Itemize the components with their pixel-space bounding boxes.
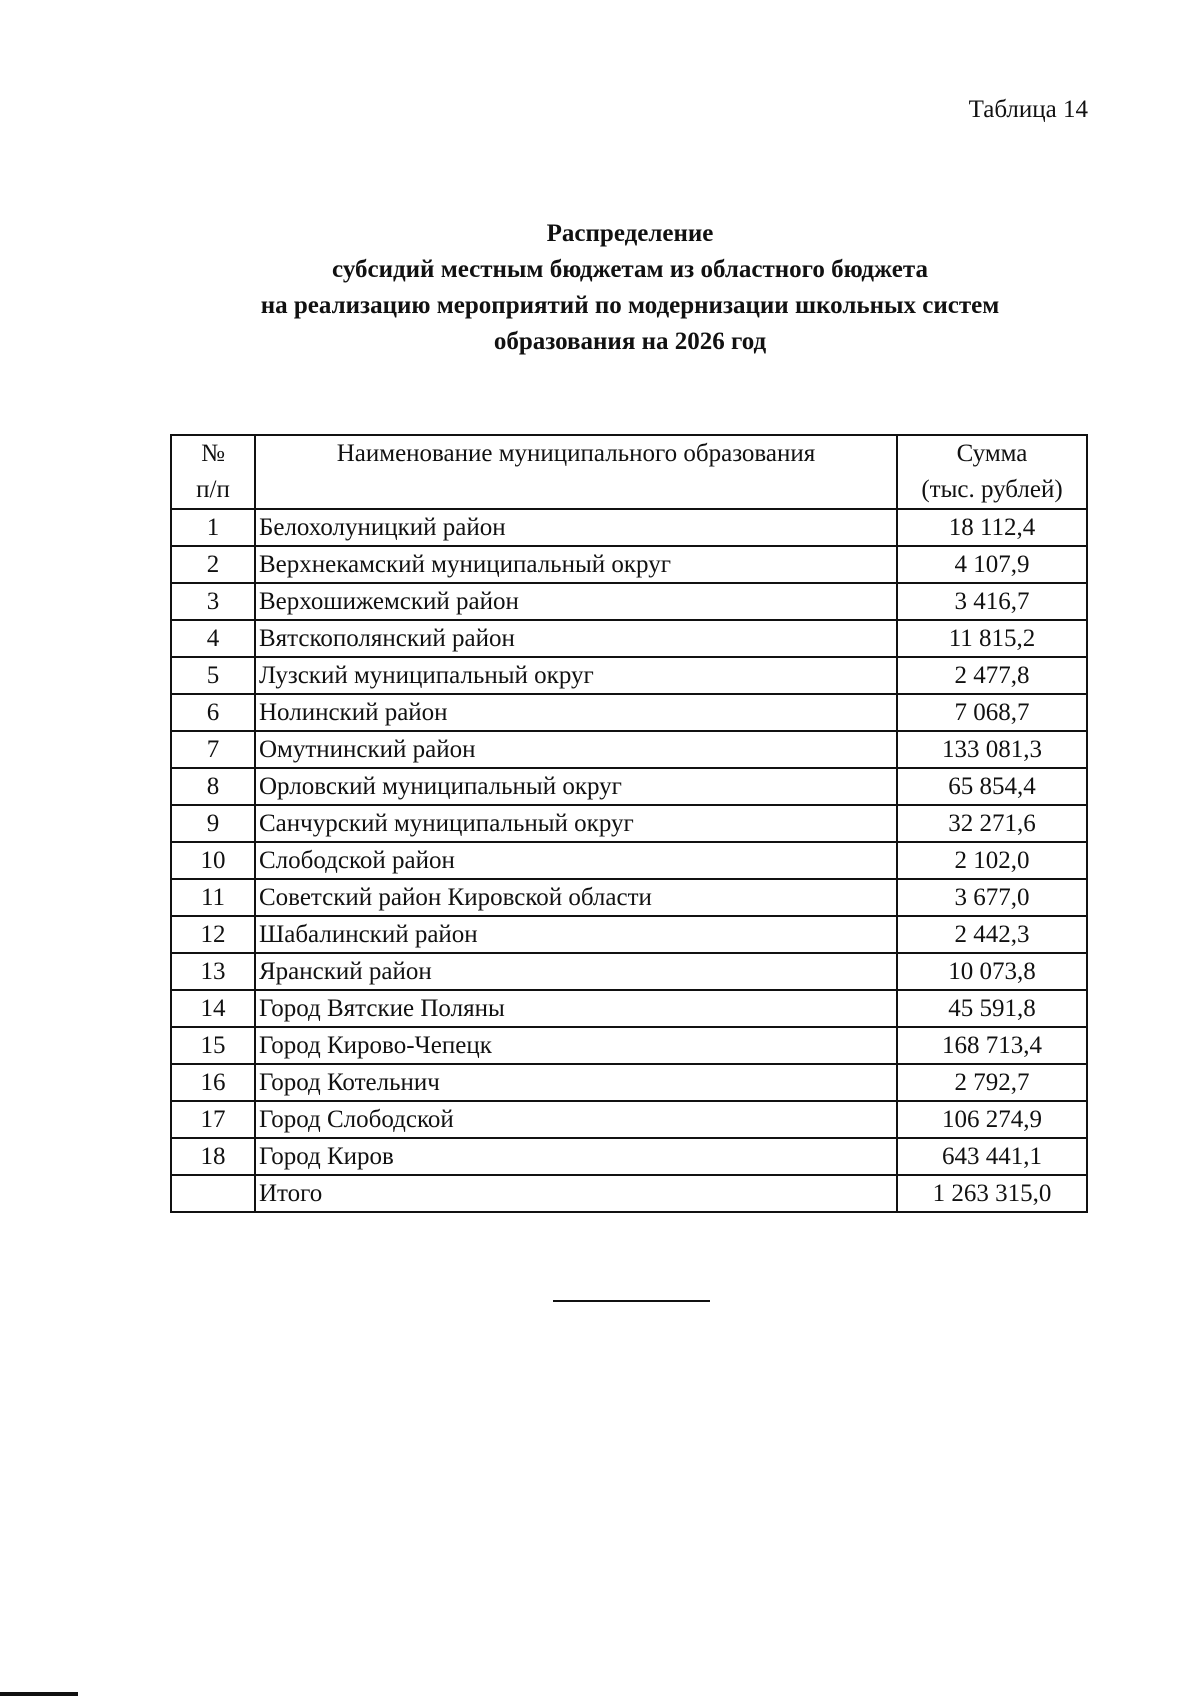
row-sum: 4 107,9: [897, 546, 1087, 583]
table-row: [171, 1027, 1087, 1064]
total-number: [171, 1175, 255, 1212]
row-sum: 3 416,7: [897, 583, 1087, 620]
row-sum: 2 442,3: [897, 916, 1087, 953]
total-sum: 1 263 315,0: [897, 1175, 1087, 1212]
row-municipality-name: Город Киров: [255, 1138, 897, 1175]
row-number: 14: [171, 990, 255, 1027]
row-sum: 7 068,7: [897, 694, 1087, 731]
header-number-line-2: п/п: [196, 476, 230, 503]
subsidy-distribution-table: [170, 434, 1088, 1213]
row-number: 4: [171, 620, 255, 657]
row-sum: 65 854,4: [897, 768, 1087, 805]
row-municipality-name: Слободской район: [255, 842, 897, 879]
row-sum: 3 677,0: [897, 879, 1087, 916]
table-row: [171, 546, 1087, 583]
row-sum: 32 271,6: [897, 805, 1087, 842]
row-number: 1: [171, 509, 255, 546]
row-municipality-name: Санчурский муниципальный округ: [255, 805, 897, 842]
table-row: [171, 509, 1087, 546]
row-number: 16: [171, 1064, 255, 1101]
table-row: [171, 1101, 1087, 1138]
table-row: [171, 916, 1087, 953]
header-number-line-1: №: [201, 440, 225, 467]
row-sum: 10 073,8: [897, 953, 1087, 990]
table-row: [171, 620, 1087, 657]
title-line-1: Распределение: [546, 220, 714, 247]
row-number: 6: [171, 694, 255, 731]
row-municipality-name: Советский район Кировской области: [255, 879, 897, 916]
row-municipality-name: Яранский район: [255, 953, 897, 990]
header-sum-line-2: (тыс. рублей): [921, 476, 1063, 503]
table-row: [171, 1064, 1087, 1101]
row-municipality-name: Орловский муниципальный округ: [255, 768, 897, 805]
row-number: 11: [171, 879, 255, 916]
row-number: 10: [171, 842, 255, 879]
row-number: 2: [171, 546, 255, 583]
table-row: [171, 990, 1087, 1027]
table-row: [171, 842, 1087, 879]
row-municipality-name: Белохолуницкий район: [255, 509, 897, 546]
total-row: [171, 1175, 1087, 1212]
row-municipality-name: Верхошижемский район: [255, 583, 897, 620]
scan-corner-mark: [0, 1692, 78, 1696]
table-row: [171, 583, 1087, 620]
row-sum: 133 081,3: [897, 731, 1087, 768]
row-municipality-name: Омутнинский район: [255, 731, 897, 768]
table-row: [171, 805, 1087, 842]
row-sum: 168 713,4: [897, 1027, 1087, 1064]
table-row: [171, 731, 1087, 768]
row-number: 18: [171, 1138, 255, 1175]
row-municipality-name: Город Кирово-Чепецк: [255, 1027, 897, 1064]
row-sum: 18 112,4: [897, 509, 1087, 546]
row-sum: 45 591,8: [897, 990, 1087, 1027]
header-number: [171, 435, 255, 509]
row-number: 3: [171, 583, 255, 620]
row-municipality-name: Шабалинский район: [255, 916, 897, 953]
end-separator-line: [553, 1300, 710, 1302]
title-line-3: на реализацию мероприятий по модернизации школьных систем: [260, 292, 1000, 319]
title-line-2: субсидий местным бюджетам из областного бюджета: [332, 256, 928, 283]
row-sum: 2 477,8: [897, 657, 1087, 694]
row-number: 13: [171, 953, 255, 990]
row-sum: 2 792,7: [897, 1064, 1087, 1101]
document-title: [0, 216, 1200, 360]
row-number: 8: [171, 768, 255, 805]
header-sum: [897, 435, 1087, 509]
row-number: 5: [171, 657, 255, 694]
row-number: 9: [171, 805, 255, 842]
table-row: [171, 657, 1087, 694]
table-row: [171, 1138, 1087, 1175]
row-municipality-name: Лузский муниципальный округ: [255, 657, 897, 694]
row-number: 12: [171, 916, 255, 953]
row-municipality-name: Вятскополянский район: [255, 620, 897, 657]
table-row: [171, 768, 1087, 805]
row-municipality-name: Город Котельнич: [255, 1064, 897, 1101]
row-municipality-name: Нолинский район: [255, 694, 897, 731]
table-header-row: [171, 435, 1087, 509]
header-municipality-name: Наименование муниципального образования: [255, 435, 897, 509]
row-municipality-name: Верхнекамский муниципальный округ: [255, 546, 897, 583]
table-row: [171, 694, 1087, 731]
row-sum: 2 102,0: [897, 842, 1087, 879]
header-sum-line-1: Сумма: [956, 440, 1028, 467]
table-row: [171, 953, 1087, 990]
row-number: 15: [171, 1027, 255, 1064]
table-row: [171, 879, 1087, 916]
table-number-label: Таблица 14: [968, 96, 1088, 123]
table-body: [171, 509, 1087, 1212]
row-sum: 643 441,1: [897, 1138, 1087, 1175]
total-label: Итого: [255, 1175, 897, 1212]
title-line-4: образования на 2026 год: [493, 328, 767, 355]
row-municipality-name: Город Вятские Поляны: [255, 990, 897, 1027]
row-number: 7: [171, 731, 255, 768]
row-sum: 106 274,9: [897, 1101, 1087, 1138]
row-municipality-name: Город Слободской: [255, 1101, 897, 1138]
row-sum: 11 815,2: [897, 620, 1087, 657]
row-number: 17: [171, 1101, 255, 1138]
